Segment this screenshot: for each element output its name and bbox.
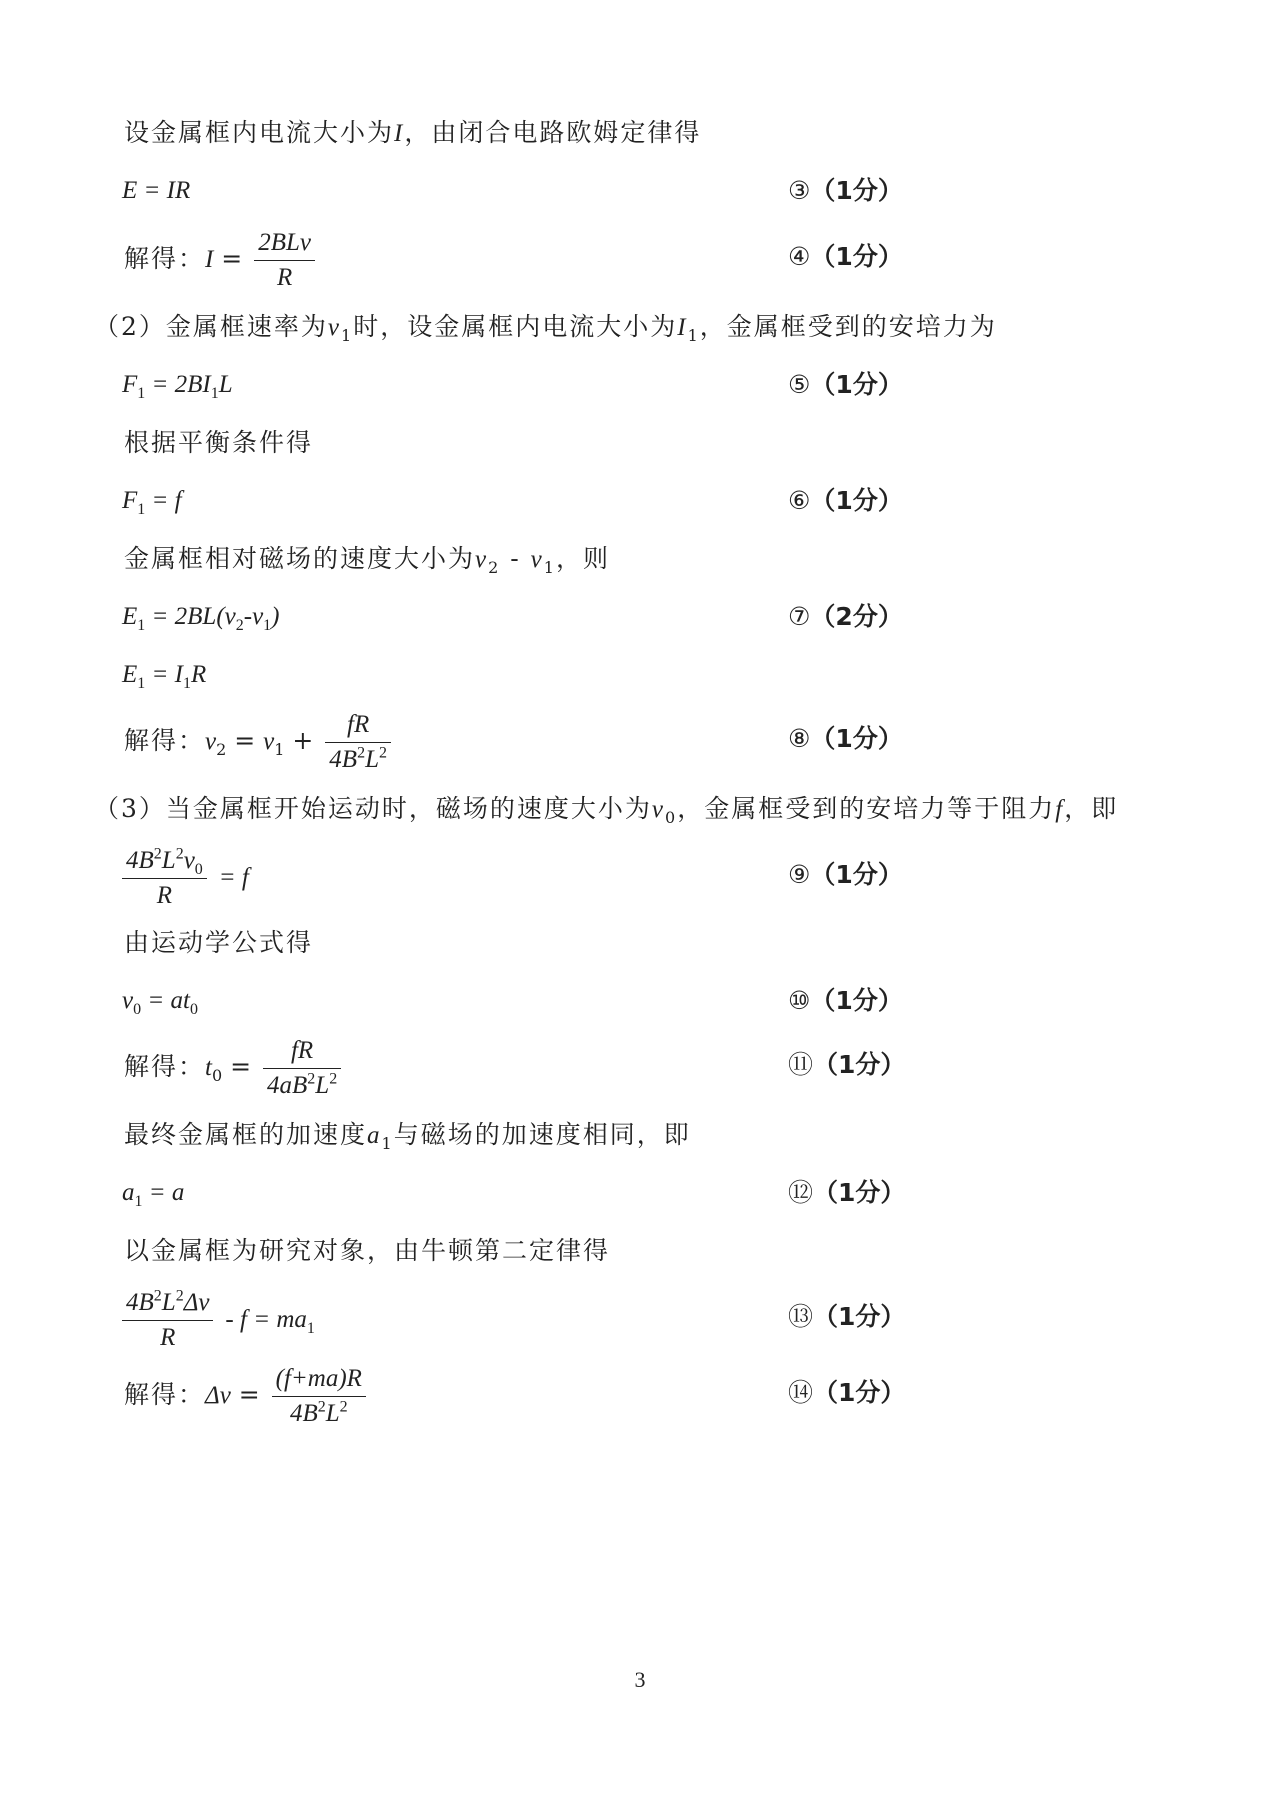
score-9: ⑨（1分） <box>788 860 903 889</box>
equation-kinematics: $v_0 = at_0$ <box>122 987 198 1018</box>
text-relative-speed: 金属框相对磁场的速度大小为$v_2 - v_1$，则 <box>124 544 610 577</box>
equation-v2-solution: 解得：$v_2 = v_1$ + $\frac{fR}{4B^2L^2}$ <box>124 710 395 775</box>
text-newton: 以金属框为研究对象，由牛顿第二定律得 <box>124 1236 611 1265</box>
score-8: ⑧（1分） <box>788 724 903 753</box>
score-10: ⑩（1分） <box>788 986 903 1015</box>
score-14: ⑭（1分） <box>788 1378 906 1407</box>
equation-current-solution: 解得：I = $\frac{\text{2BLv}}{R}$ <box>124 228 319 293</box>
equation-acceleration: $a_1 = a$ <box>122 1179 185 1210</box>
score-5: ⑤（1分） <box>788 370 903 399</box>
score-3: ③（1分） <box>788 176 903 205</box>
text-line-current: 设金属框内电流大小为I，由闭合电路欧姆定律得 <box>124 118 702 147</box>
page-number: 3 <box>634 1667 646 1692</box>
text-balance: 根据平衡条件得 <box>124 428 314 457</box>
score-13: ⑬（1分） <box>788 1302 906 1331</box>
equation-t0-solution: 解得：$t_0$ = $\frac{fR}{4aB^2L^2}$ <box>124 1036 345 1101</box>
text-part-2: （2）金属框速率为$v_1$时，设金属框内电流大小为$I_1$，金属框受到的安培力为 <box>94 312 997 345</box>
score-6: ⑥（1分） <box>788 486 903 515</box>
equation-ohm: E = IR <box>122 177 191 204</box>
score-7: ⑦（2分） <box>788 602 903 631</box>
text-final-acceleration: 最终金属框的加速度$a_1$与磁场的加速度相同，即 <box>124 1120 691 1153</box>
equation-emf: $E_1 = 2BL(v_2-v_1)$ <box>122 603 280 634</box>
score-11: ⑪（1分） <box>788 1050 906 1079</box>
text-part-3: （3）当金属框开始运动时，磁场的速度大小为$v_0$，金属框受到的安培力等于阻力f，即 <box>94 794 1119 827</box>
equation-delta-v-solution: 解得：Δv = $\frac{(f+ma)R}{4B^2L^2}$ <box>124 1364 370 1429</box>
equation-balance: $F_1 = f$ <box>122 487 182 518</box>
score-4: ④（1分） <box>788 242 903 271</box>
equation-newton: $\frac{4B^2L^2\Delta v}{R}$ - $f = ma_1$ <box>118 1288 315 1353</box>
text-kinematics: 由运动学公式得 <box>124 928 314 957</box>
equation-ampere-force: $F_1 = 2BI_1L$ <box>122 371 233 402</box>
equation-emf-ohm: $E_1 = I_1R$ <box>122 661 207 692</box>
score-12: ⑫（1分） <box>788 1178 906 1207</box>
equation-start-condition: $\frac{4B^2L^2v_0}{R}$ = f <box>118 846 249 911</box>
